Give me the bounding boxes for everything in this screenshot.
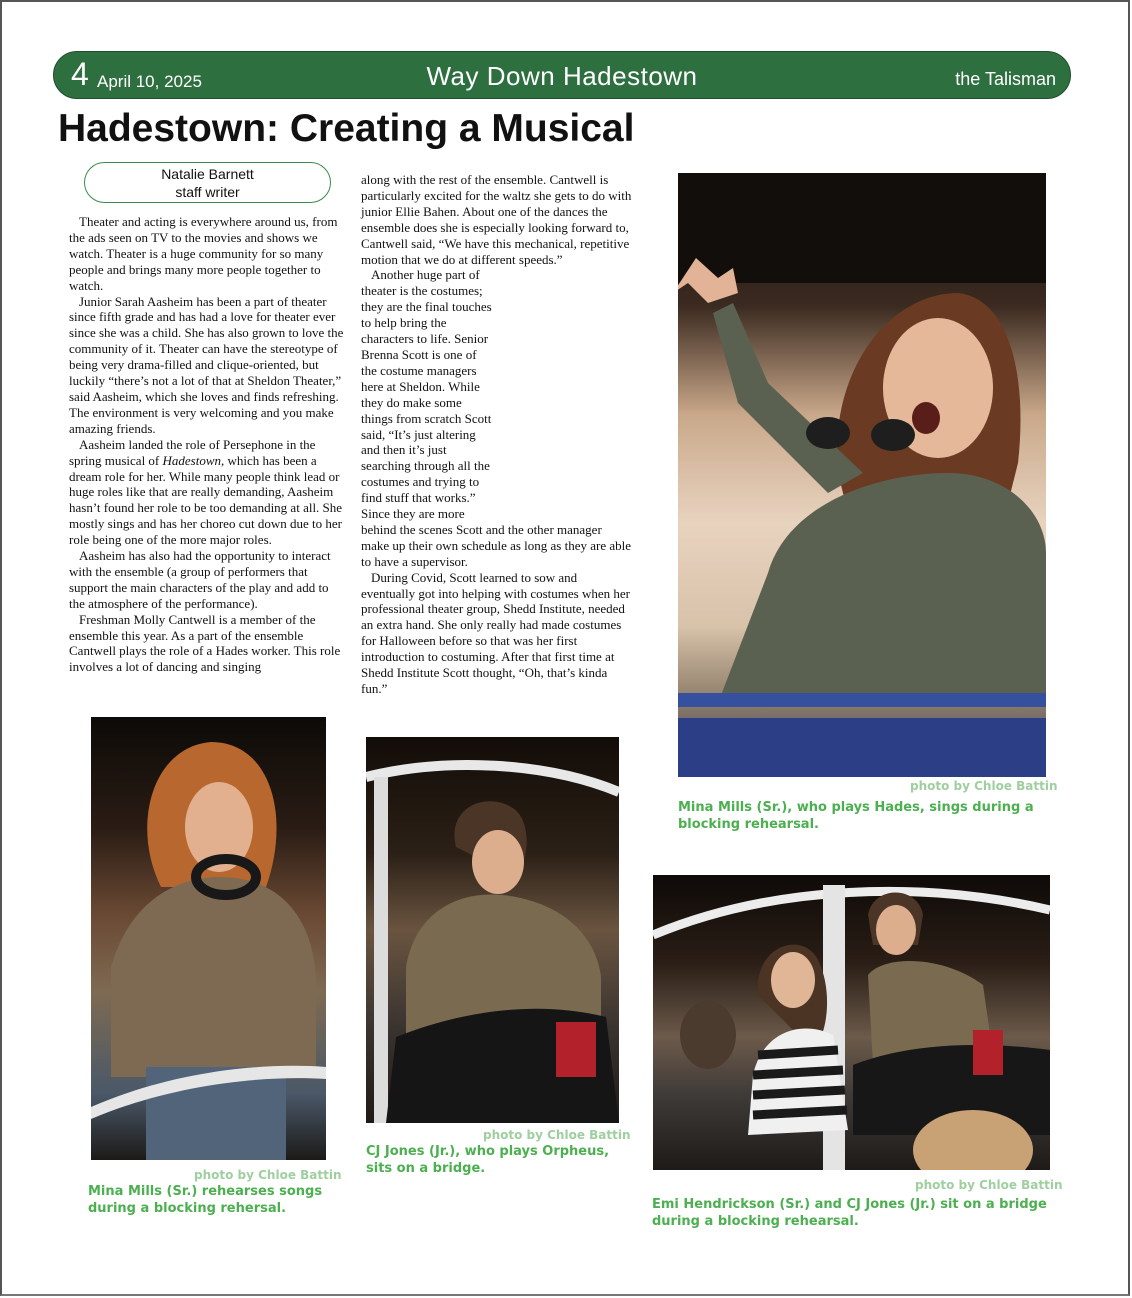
photo-emi-and-cj: [653, 875, 1050, 1170]
paragraph: Aasheim has also had the opportunity to interact with the ensemble (a group of performers that support the main characters of the play and add to the atmosphere of the performance).: [69, 548, 331, 611]
paragraph: Freshman Molly Cantwell is a member of the ensemble this year. As a part of the ensemble Cantwell plays the role of a Hades worker. This role involves a lot of dancing and singing: [69, 611, 341, 675]
show-title: Hadestown: [162, 452, 222, 468]
article-column-1: [69, 214, 347, 675]
photo-credit: photo by Chloe Battin: [910, 779, 1058, 793]
section-title: Way Down Hadestown: [426, 61, 698, 91]
photo-credit: photo by Chloe Battin: [483, 1128, 631, 1142]
photo-caption: Mina Mills (Sr.), who plays Hades, sings during a blocking rehearsal.: [678, 800, 1034, 832]
photo-caption: CJ Jones (Jr.), who plays Orpheus, sits on a bridge.: [366, 1144, 610, 1176]
byline-role: staff writer: [175, 184, 240, 200]
byline-name: Natalie Barnett: [161, 166, 254, 182]
section-banner: [53, 51, 1071, 99]
page-number: 4: [71, 56, 89, 92]
photo-hades-singing: [678, 173, 1046, 777]
publication-name: the Talisman: [955, 69, 1056, 89]
photo-caption: Mina Mills (Sr.) rehearses songs during a blocking rehersal.: [88, 1184, 323, 1216]
paragraph: Junior Sarah Aasheim has been a part of theater since fifth grade and has had a love for theater ever since she was a child. She has also grown to love the community of it. Theater can have the stereotype of being very drama-filled and clique-oriented, but luckily “there’s not a lot of that at Sheldon Theater,” said Aasheim, which she loves and finds refreshing. The environment is very welcoming and you make amazing friends.: [69, 293, 344, 436]
byline-box: [84, 162, 331, 203]
paragraph: Another huge part of theater is the costumes; they are the final touches to help bring the characters to life. Senior Brenna Scott is one of the costume managers here at Sheldon. While they do make some things from scratch Scott said, “It’s just altering and then it’s just searching through all the costumes and trying to find stuff that works.” Since they are more behind the scenes Scott and the other manager make up their own schedule as long as they are able to have a supervisor.: [361, 267, 632, 569]
photo-caption: Emi Hendrickson (Sr.) and CJ Jones (Jr.) sit on a bridge during a blocking rehearsal.: [652, 1197, 1047, 1229]
paragraph: Theater and acting is everywhere around us, from the ads seen on TV to the movies and shows we watch. Theater is a huge community for so many people and brings many more people together to watch.: [69, 214, 338, 293]
photo-credit: photo by Chloe Battin: [915, 1178, 1063, 1192]
paragraph: along with the rest of the ensemble. Cantwell is particularly excited for the waltz she gets to do with junior Ellie Bahen. About one of the dances the ensemble does she is especially looking forward to, Cantwell said, “We have this mechanical, repetitive motion that we do at different speeds.”: [361, 172, 632, 267]
issue-date: April 10, 2025: [97, 72, 202, 91]
paragraph: During Covid, Scott learned to sow and eventually got into helping with costumes when her professional theater group, Shedd Institute, needed an extra hand. She only really had made costumes for Halloween before so that was her first introduction to costuming. After that first time at Shedd Institute Scott thought, “Oh, that’s kinda fun.”: [361, 569, 630, 696]
article-column-2: [361, 172, 633, 697]
paragraph: Aasheim landed the role of Persephone in the spring musical of Hadestown, which has been a dream role for her. While many people think lead or huge roles like that are really demanding, Aasheim hasn’t found her role to be too demanding at all. She mostly sings and has her choreo cut down due to her role being one of the more major roles.: [69, 436, 343, 548]
article-headline: Hadestown: Creating a Musical: [58, 107, 635, 150]
photo-cj-orpheus: [366, 737, 619, 1123]
text-wrap-spacer: [493, 267, 633, 507]
photo-mina-rehearsing: [91, 717, 326, 1160]
photo-credit: photo by Chloe Battin: [194, 1168, 342, 1182]
